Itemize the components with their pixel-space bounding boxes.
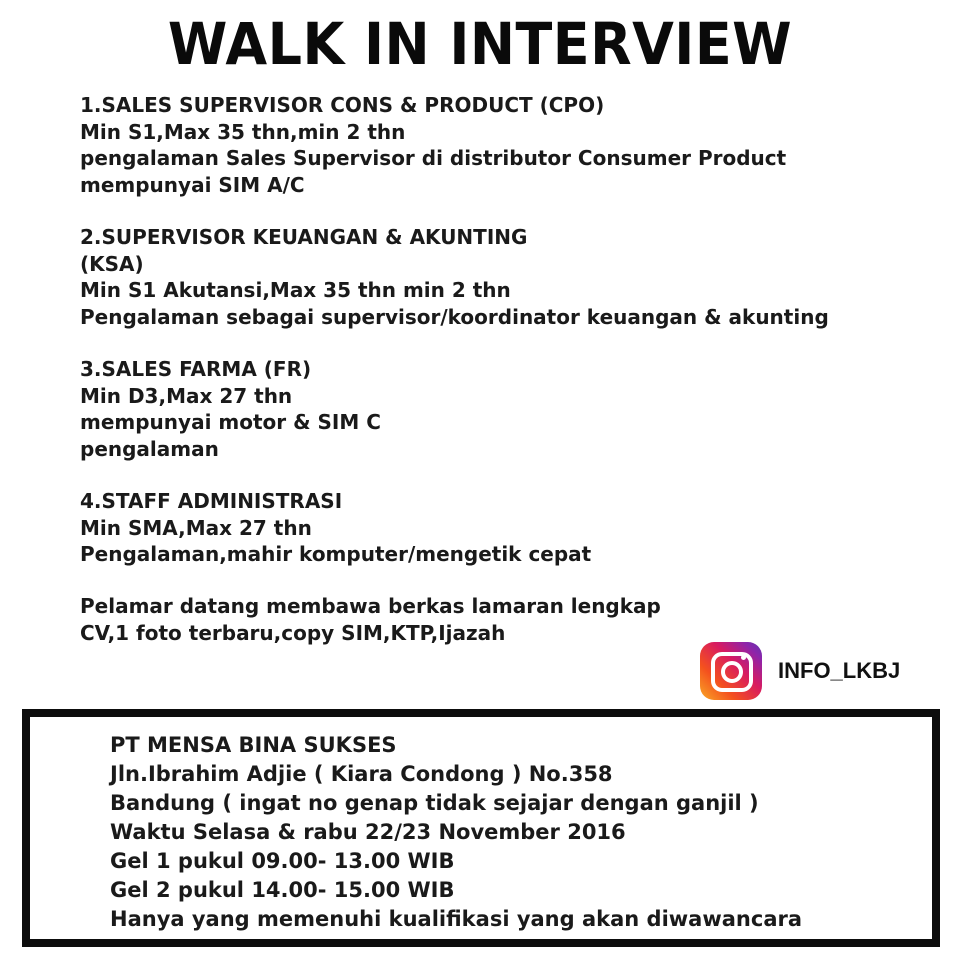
- job-3-requirement: mempunyai motor & SIM C: [80, 410, 381, 434]
- job-listing-4: [80, 488, 591, 568]
- qualification-note: Hanya yang memenuhi kualifikasi yang akan diwawancara: [110, 907, 803, 931]
- instagram-icon: [700, 642, 762, 700]
- poster-title: WALK IN INTERVIEW: [167, 10, 793, 78]
- company-address: Jln.Ibrahim Adjie ( Kiara Condong ) No.358: [110, 762, 613, 786]
- job-1-heading: 1.SALES SUPERVISOR CONS & PRODUCT (CPO): [80, 93, 605, 117]
- job-4-requirement: Min SMA,Max 27 thn: [80, 515, 312, 540]
- job-3-requirement: pengalaman: [80, 436, 219, 461]
- job-2-requirement: Min S1 Akutansi,Max 35 thn min 2 thn: [80, 278, 511, 302]
- job-listing-1: [80, 92, 786, 198]
- company-info-box: [22, 709, 940, 947]
- job-2-requirement: Pengalaman sebagai supervisor/koordinator keuangan & akunting: [80, 304, 829, 329]
- job-4-heading: 4.STAFF ADMINISTRASI: [80, 489, 343, 513]
- session-2-time: Gel 2 pukul 14.00- 15.00 WIB: [110, 878, 455, 902]
- session-1-time: Gel 1 pukul 09.00- 13.00 WIB: [110, 849, 455, 873]
- job-listing-2: [80, 224, 829, 330]
- instagram-credit: [700, 642, 900, 700]
- company-name: PT MENSA BINA SUKSES: [110, 733, 397, 757]
- job-3-heading: 3.SALES FARMA (FR): [80, 357, 312, 381]
- job-2-heading: 2.SUPERVISOR KEUANGAN & AKUNTING: [80, 225, 528, 249]
- company-city: Bandung ( ingat no genap tidak sejajar dengan ganjil ): [110, 791, 759, 815]
- application-note-line: CV,1 foto terbaru,copy SIM,KTP,Ijazah: [80, 620, 506, 645]
- application-note-line: Pelamar datang membawa berkas lamaran lengkap: [80, 594, 661, 618]
- job-4-requirement: Pengalaman,mahir komputer/mengetik cepat: [80, 542, 592, 566]
- job-1-requirement: mempunyai SIM A/C: [80, 172, 305, 197]
- job-3-requirement: Min D3,Max 27 thn: [80, 383, 293, 408]
- job-1-requirement: Min S1,Max 35 thn,min 2 thn: [80, 119, 406, 144]
- job-listing-3: [80, 356, 381, 462]
- job-2-code: (KSA): [80, 251, 144, 276]
- instagram-handle: INFO_LKBJ: [778, 658, 901, 683]
- application-note: [80, 593, 661, 646]
- job-1-requirement: pengalaman Sales Supervisor di distributor Consumer Product: [80, 146, 787, 170]
- interview-date: Waktu Selasa & rabu 22/23 November 2016: [110, 820, 626, 844]
